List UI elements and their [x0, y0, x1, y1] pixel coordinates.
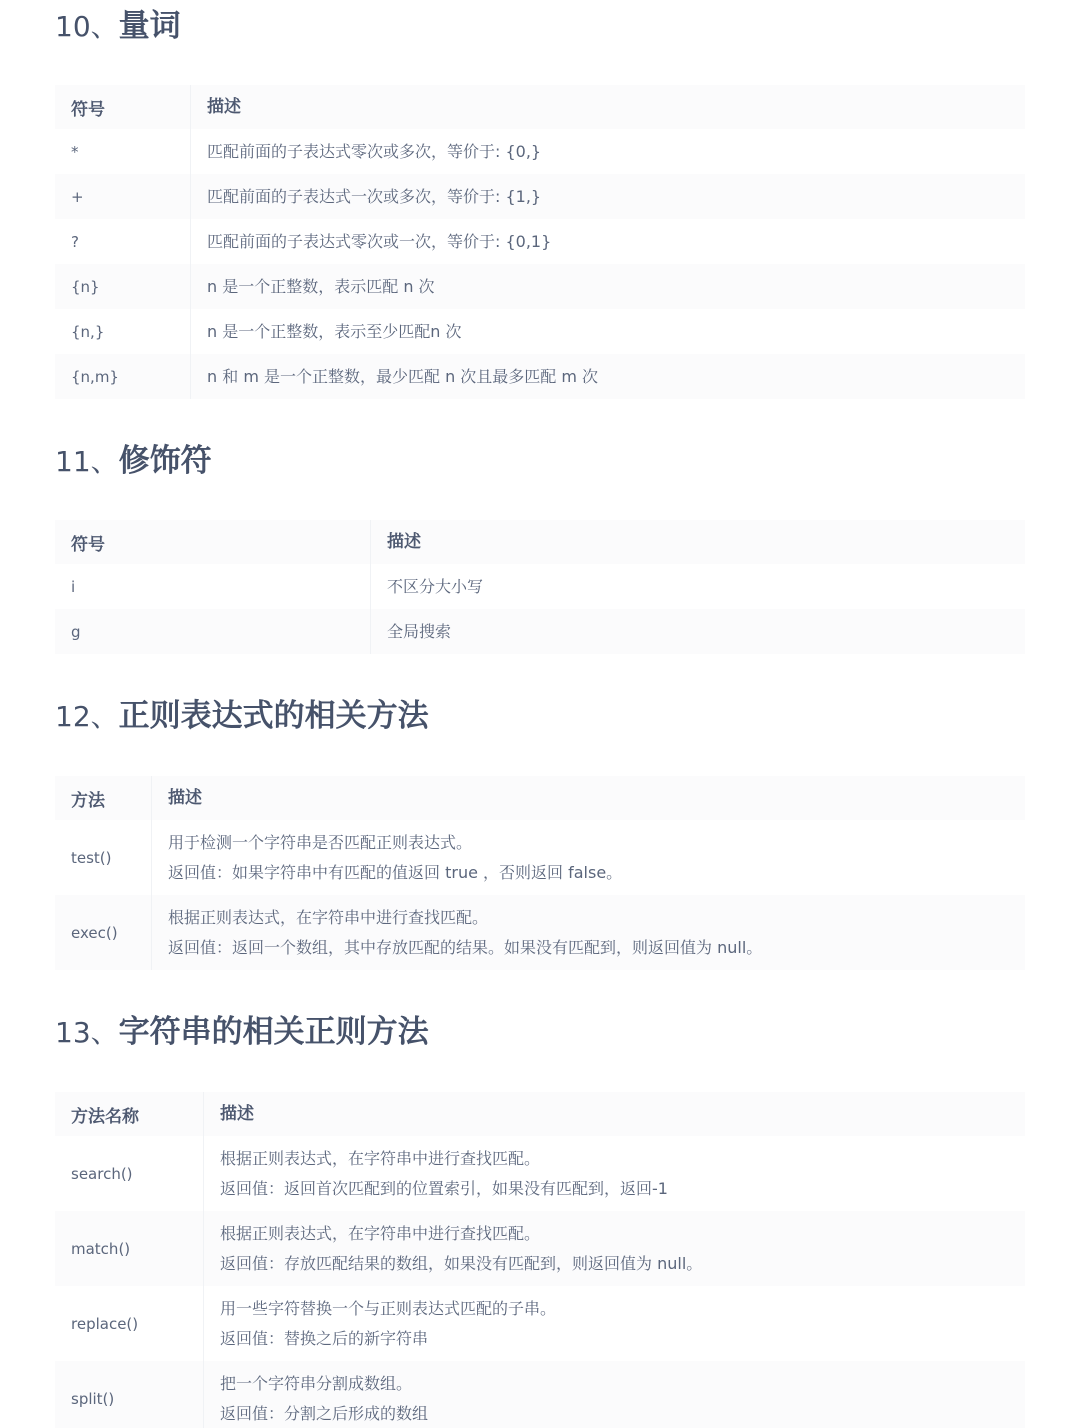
regex-methods-table: [55, 776, 1025, 970]
method-cell: replace(): [71, 1314, 139, 1333]
table-row: [55, 219, 1025, 264]
section-title-quantifiers: 10、量词: [55, 8, 181, 44]
method-cell: search(): [71, 1164, 133, 1183]
desc-cell: 用于检测一个字符串是否匹配正则表达式。 返回值：如果字符串中有匹配的值返回 true ，否则返回 false。: [151, 820, 1025, 895]
table-row: [55, 1136, 1025, 1211]
table-header-row: [55, 1092, 1025, 1136]
desc-cell: 不区分大小写: [370, 564, 1025, 609]
string-methods-table: [55, 1092, 1025, 1428]
table-row: [55, 609, 1025, 654]
symbol-cell: {n,}: [71, 322, 105, 341]
desc-cell: 把一个字符串分割成数组。 返回值：分割之后形成的数组: [203, 1361, 1025, 1428]
desc-cell: 用一些字符替换一个与正则表达式匹配的子串。 返回值：替换之后的新字符串: [203, 1286, 1025, 1361]
table-row: [55, 820, 1025, 895]
method-cell: test(): [71, 848, 112, 867]
table-row: [55, 1211, 1025, 1286]
header-symbol: 方法名称: [71, 1106, 139, 1127]
table-row: [55, 129, 1025, 174]
section-title-modifiers: 11、修饰符: [55, 443, 212, 479]
table-row: [55, 1286, 1025, 1361]
table-row: [55, 354, 1025, 399]
table-header-row: [55, 776, 1025, 820]
header-desc: 描述: [151, 776, 1025, 820]
header-desc: 描述: [203, 1092, 1025, 1136]
desc-cell: n 是一个正整数，表示至少匹配n 次: [190, 309, 1025, 354]
modifier-table: [55, 520, 1025, 654]
table-row: [55, 309, 1025, 354]
header-symbol: 符号: [71, 534, 105, 555]
table-header-row: [55, 520, 1025, 564]
header-desc: 描述: [190, 85, 1025, 129]
table-row: [55, 895, 1025, 970]
symbol-cell: {n,m}: [71, 367, 119, 386]
header-symbol: 方法: [71, 790, 105, 811]
desc-cell: 匹配前面的子表达式零次或一次，等价于: {0,1}: [190, 219, 1025, 264]
desc-cell: n 和 m 是一个正整数，最少匹配 n 次且最多匹配 m 次: [190, 354, 1025, 399]
table-row: [55, 564, 1025, 609]
table-row: [55, 174, 1025, 219]
symbol-cell: *: [71, 142, 79, 161]
method-cell: match(): [71, 1239, 131, 1258]
desc-cell: 匹配前面的子表达式零次或多次，等价于: {0,}: [190, 129, 1025, 174]
desc-cell: 全局搜索: [370, 609, 1025, 654]
desc-cell: 根据正则表达式，在字符串中进行查找匹配。 返回值：返回一个数组，其中存放匹配的结果。如果没有匹配到，则返回值为 null。: [151, 895, 1025, 970]
table-row: [55, 264, 1025, 309]
symbol-cell: +: [71, 187, 84, 206]
table-header-row: [55, 85, 1025, 129]
symbol-cell: i: [71, 577, 76, 596]
symbol-cell: ?: [71, 232, 79, 251]
section-title-string-methods: 13、字符串的相关正则方法: [55, 1014, 429, 1050]
symbol-cell: {n}: [71, 277, 100, 296]
header-symbol: 符号: [71, 99, 105, 120]
table-row: [55, 1361, 1025, 1428]
desc-cell: 根据正则表达式，在字符串中进行查找匹配。 返回值：存放匹配结果的数组，如果没有匹配到，则返回值为 null。: [203, 1211, 1025, 1286]
desc-cell: 根据正则表达式，在字符串中进行查找匹配。 返回值：返回首次匹配到的位置索引，如果没有匹配到，返回-1: [203, 1136, 1025, 1211]
method-cell: exec(): [71, 923, 118, 942]
symbol-cell: g: [71, 622, 81, 641]
header-desc: 描述: [370, 520, 1025, 564]
desc-cell: n 是一个正整数，表示匹配 n 次: [190, 264, 1025, 309]
section-title-regex-methods: 12、正则表达式的相关方法: [55, 698, 429, 734]
desc-cell: 匹配前面的子表达式一次或多次，等价于: {1,}: [190, 174, 1025, 219]
quantifier-table: [55, 85, 1025, 399]
method-cell: split(): [71, 1389, 115, 1408]
